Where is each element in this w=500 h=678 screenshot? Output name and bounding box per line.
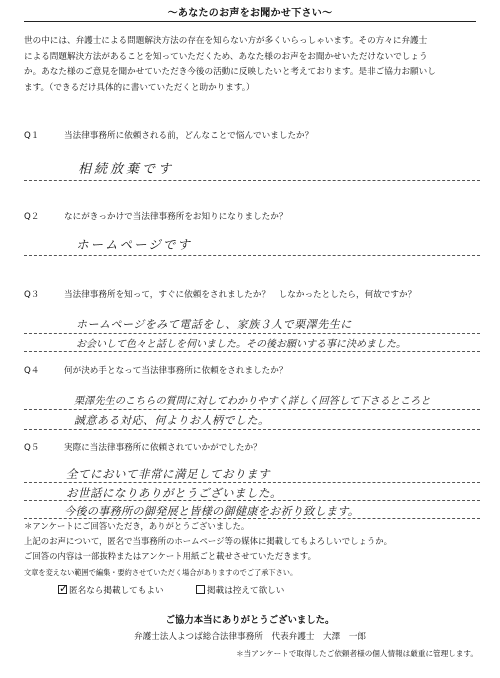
answer-line (24, 409, 480, 410)
closing-message: ご協力本当にありがとうございました。 (165, 615, 335, 626)
question-number: Q３ (24, 290, 40, 300)
answer-4-line-1: 栗澤先生のこちらの質問に対してわかりやすく詳しく回答して下さるところと (74, 396, 431, 407)
title-divider (24, 21, 476, 22)
checkbox[interactable] (58, 582, 69, 595)
privacy-note: ＊当アンケートで取得したご依頼者様の個人情報は厳重に管理します。 (236, 649, 478, 658)
option-anonymous-ok[interactable] (58, 584, 164, 596)
consent-question: 上記のお声について，匿名で当事務所のホームページ等の媒体に掲載してもよろしいでしょうか。 (24, 536, 392, 546)
intro-line: による問題解決方法があることを知っていただくため、あなた様のお声をお聞かせいただけないでしょう (24, 51, 428, 62)
question-2 (24, 210, 480, 222)
answer-4-line-2: 誠意ある対応、何よりお人柄でした。 (74, 414, 270, 427)
answer-line (24, 429, 480, 430)
answer-2-line-1: ホームページです (76, 237, 192, 252)
intro-line: ます。（できるだけ具体的に書いていただくと助かります。） (24, 82, 255, 93)
answer-5-line-3: 今後の事務所の御発展と皆様の御健康をお祈り致します。 (64, 505, 360, 518)
question-text: 何が決め手となって当法律事務所に依頼をされましたか？ (64, 366, 288, 376)
question-1 (24, 129, 480, 141)
intro-line: 世の中には、弁護士による問題解決方法の存在を知らない方が多くいらっしゃいます。その方々に弁護士 (24, 36, 428, 46)
question-text: 当法律事務所に依頼される前，どんなことで悩んでいましたか？ (64, 131, 314, 141)
checkbox[interactable] (196, 585, 205, 594)
answer-line (24, 351, 480, 352)
page-title: ～あなたのお声をお聞かせ下さい～ (167, 8, 333, 19)
consent-small-note: 文章を変えない範囲で編集・要約させていただく場合がありますのでご了承下さい。 (24, 568, 298, 577)
question-4 (24, 364, 480, 376)
answer-3-line-2: お会いして色々と話しを伺いました。その後お願いする事に決めました。 (76, 339, 406, 350)
answer-3-line-1: ホームページをみて電話をし、家族３人で栗澤先生に (76, 318, 352, 331)
question-5 (24, 441, 480, 453)
question-text: 当法律事務所を知って，すぐに依頼をされましたか？ しなかったとしたら，何故ですか？ (64, 290, 417, 300)
option-decline[interactable] (196, 584, 284, 596)
option-label: 掲載は控えて欲しい (207, 586, 285, 596)
intro-paragraph (24, 34, 480, 96)
thanks-note: ＊アンケートにご回答いただき，ありがとうございました。 (24, 521, 250, 531)
question-number: Q２ (24, 212, 40, 222)
answer-5-line-1: 全てにおいて非常に満足しております (66, 467, 270, 481)
question-number: Q５ (24, 443, 40, 453)
option-label: 匿名なら掲載してもよい (69, 586, 164, 596)
answer-line (24, 180, 480, 181)
question-text: 実際に当法律事務所に依頼されていかがでしたか？ (64, 443, 262, 453)
answer-1-line-1: 相続放棄です (78, 162, 175, 177)
intro-line: か。あなた様のご意見を聞かせていただき今後の活動に反映したいと考えております。是非ご協力お願いし (24, 67, 436, 78)
consent-detail: ご回答の内容は一部抜粋またはアンケート用紙ごと載せさせていただきます。 (24, 551, 316, 561)
answer-5-line-2: お世話になりありがとうございました。 (66, 486, 282, 500)
checkmark-icon: ✓ (59, 582, 69, 595)
question-number: Q４ (24, 366, 40, 376)
question-3 (24, 288, 480, 300)
signature-line: 弁護士法人よつば総合法律事務所 代表弁護士 大澤 一郎 (133, 632, 367, 642)
answer-line (24, 333, 480, 334)
answer-line (24, 482, 480, 483)
question-number: Q１ (24, 131, 40, 141)
answer-line (24, 500, 480, 501)
answer-line (24, 518, 480, 519)
question-text: なにがきっかけで当法律事務所をお知りになりましたか？ (64, 212, 288, 222)
answer-line (24, 255, 480, 256)
